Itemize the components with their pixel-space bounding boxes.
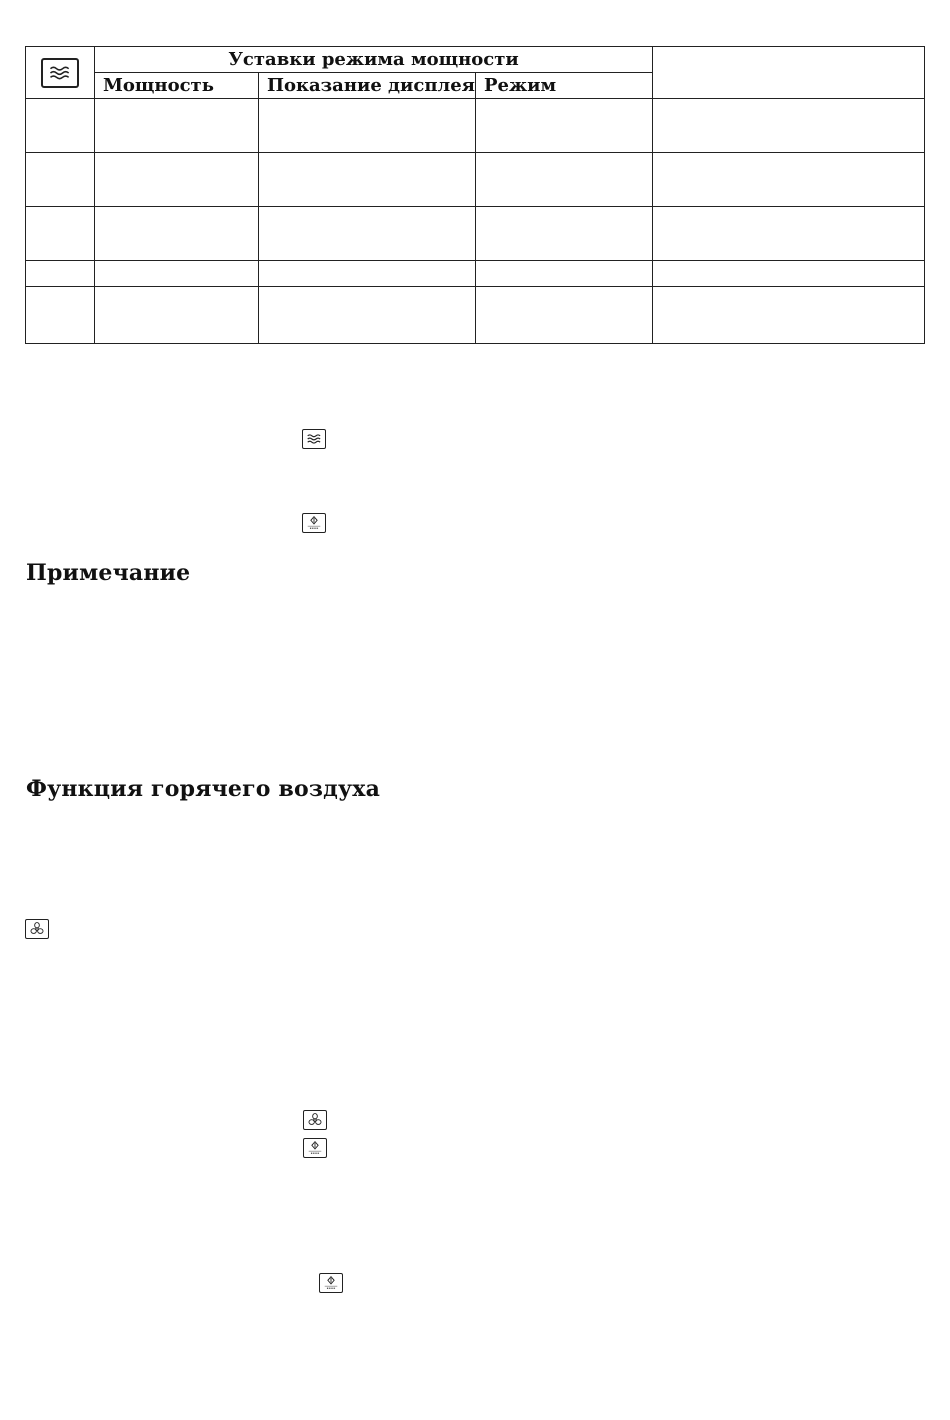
microwave-waves-icon [41,58,79,88]
microwave-waves-icon [302,429,326,449]
table-header-empty-cell [653,47,925,99]
table-group-header: Уставки режима мощности [95,47,653,73]
start-quick-icon [303,1138,327,1158]
hot-air-fan-icon [303,1110,327,1130]
column-header-mode: Режим [476,73,653,99]
power-settings-table [25,46,925,344]
column-header-display: Показание дисплея [259,73,476,99]
table-row [26,261,925,287]
hot-air-function-heading: Функция горячего воздуха [26,776,381,802]
table-header-icon-cell [26,47,95,99]
note-heading: Примечание [26,560,191,586]
table-row [26,99,925,153]
table-row [26,153,925,207]
start-quick-icon [319,1273,343,1293]
start-quick-icon [302,513,326,533]
column-header-power: Мощность [95,73,259,99]
table-row [26,287,925,344]
hot-air-fan-icon [25,919,49,939]
table-row [26,207,925,261]
